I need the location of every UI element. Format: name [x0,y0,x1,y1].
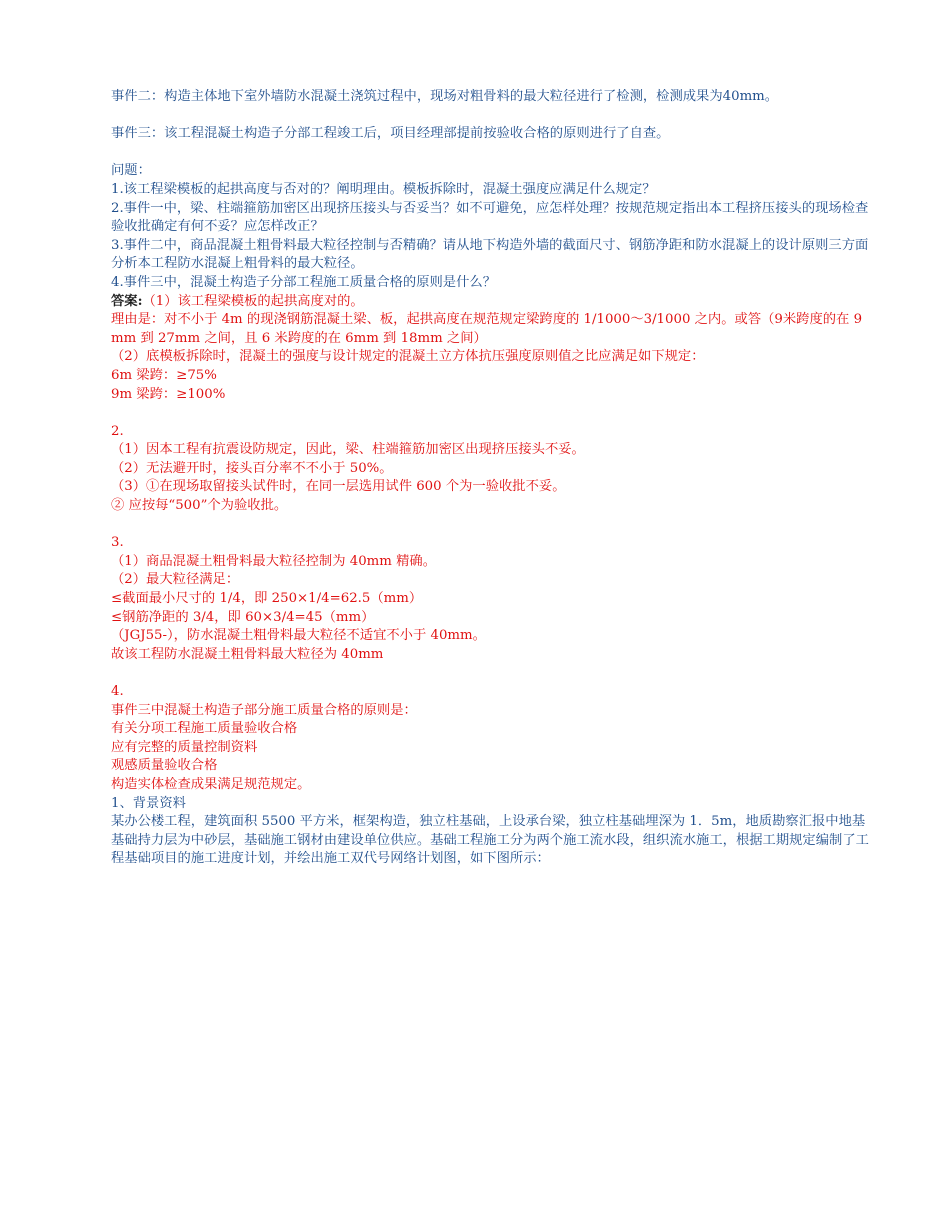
answer-4-line: 观感质量验收合格 [111,758,218,774]
question-4: 4.事件三中，混凝土构造子分部工程施工质量合格的原则是什么？ [111,274,496,290]
answer-4-line: 有关分项工程施工质量验收合格 [111,721,298,737]
answer-1-reason: 理由是：对不小于 4m 的现浇钢筋混凝土梁、板，起拱高度在规范规定梁跨度的 1/1000～3/1000 之内。或答（9米跨度的在 9mm 到 27mm 之间，且 6 米跨度的在 6mm 到 18mm 之间） [111,312,863,346]
event2-paragraph: 事件二：构造主体地下室外墙防水混凝土浇筑过程中，现场对粗骨料的最大粒径进行了检测，检测成果为40mm。 [111,89,779,104]
answer-3-line: ≤钢筋净距的 3/4，即 60×3/4=45（mm） [111,609,375,625]
event3-paragraph: 事件三：该工程混凝土构造子分部工程竣工后，项目经理部提前按验收合格的原则进行了自查。 [111,126,670,142]
answer-1-span-9m: 9m 梁跨：≥100% [111,386,226,402]
answer-4-line: 应有完整的质量控制资料 [111,739,258,755]
answer-2-line: （3）①在现场取留接头试件时，在同一层选用试件 600 个为一验收批不妥。 [111,479,566,495]
answer-2-line: ② 应按每“500”个为验收批。 [111,498,288,514]
question-3: 3.事件二中，商品混凝土粗骨料最大粒径控制与否精确？请从地下构造外墙的截面尺寸、钢筋净距和防水混凝上的设计原则三方面分析本工程防水混凝上粗骨料的最大粒径。 [111,237,869,272]
background-paragraph: 某办公楼工程，建筑面积 5500 平方米，框架构造，独立柱基础，上设承台梁，独立柱基础埋深为 1．5m，地质勘察汇报中地基基础持力层为中砂层，基础施工钢材由建设单位供应。基础工程施工分为两个施工流水段，组织流水施工，根据工期规定编制了工程基础项目的施工进度计划，并绘出施工双代号网络计划图，如下图所示： [111,814,869,867]
answer-1-span-6m: 6m 梁跨：≥75% [111,367,217,383]
answer-1-formwork: （2）底模板拆除时，混凝土的强度与设计规定的混凝土立方体抗压强度原则值之比应满足如下规定： [111,349,705,365]
answer-label: 答案: [111,293,143,309]
question-1: 1.该工程梁模板的起拱高度与否对的？阐明理由。模板拆除时，混凝土强度应满足什么规定？ [111,181,656,197]
answer-3-number: 3. [111,535,124,551]
answer-2-number: 2. [111,423,124,439]
answer-2-line: （1）因本工程有抗震设防规定，因此，梁、柱端箍筋加密区出现挤压接头不妥。 [111,442,585,458]
answer-3-line: ≤截面最小尺寸的 1/4，即 250×1/4=62.5（mm） [111,591,423,607]
answer-3-line: （JGJ55-），防水混凝土粗骨料最大粒径不适宜不小于 40mm。 [111,628,486,644]
question-2: 2.事件一中，梁、柱端箍筋加密区出现挤压接头与否妥当？如不可避免，应怎样处理？按规范规定指出本工程挤压接头的现场检查验收批确定有何不妥？应怎样改正？ [111,200,869,235]
background-title: 1、背景资料 [111,795,186,811]
document-page [111,88,871,869]
answer-4-line: 事件三中混凝土构造子部分施工质量合格的原则是： [111,702,417,718]
answer-2-line: （2）无法避开时，接头百分率不不小于 50%。 [111,460,393,476]
answer-4-number: 4. [111,684,124,699]
answer-3-line: （1）商品混凝土粗骨料最大粒径控制为 40mm 精确。 [111,553,436,569]
answer-3-line: 故该工程防水混凝土粗骨料最大粒径为 40mm [111,646,384,662]
answer-1-first-line: 答案:（1）该工程梁模板的起拱高度对的。 [111,293,364,309]
answer-3-line: （2）最大粒径满足： [111,572,240,588]
questions-title: 问题： [111,163,151,179]
answer-4-line: 构造实体检查成果满足规范规定。 [111,776,311,792]
